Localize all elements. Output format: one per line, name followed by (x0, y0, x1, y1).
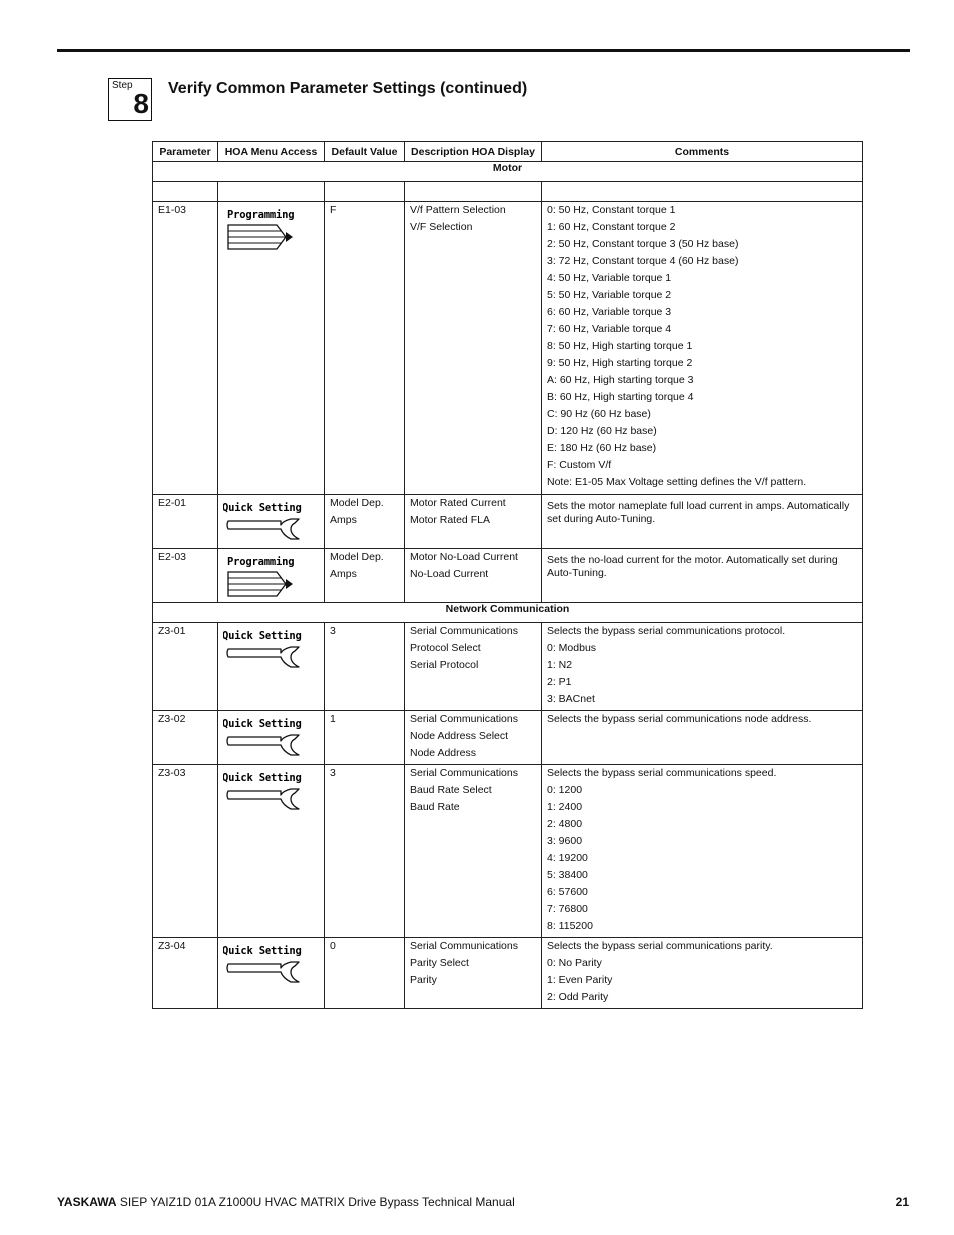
description-cell (405, 623, 542, 711)
description-line: Serial Communications (410, 767, 518, 779)
comment-line: D: 120 Hz (60 Hz base) (547, 425, 657, 437)
comment-line: 2: P1 (547, 676, 572, 688)
description-line: Serial Communications (410, 940, 518, 952)
description-cell (405, 938, 542, 1009)
param-code: Z3-03 (158, 767, 186, 779)
comment-line: 6: 57600 (547, 886, 588, 898)
comment-cell (542, 495, 863, 549)
description-line: V/F Selection (410, 221, 473, 233)
description-line: Baud Rate Select (410, 784, 492, 796)
comment-cell (542, 711, 863, 765)
comment-line: 3: 72 Hz, Constant torque 4 (60 Hz base) (547, 255, 739, 267)
description-line: Motor Rated Current (410, 497, 506, 509)
default-value-cell (325, 623, 405, 711)
table-row (153, 202, 863, 495)
comment-line: 1: 2400 (547, 801, 583, 813)
param-cell (153, 938, 218, 1009)
menu-access-cell (218, 549, 325, 603)
col-header-hoa-menu: HOA Menu Access (218, 142, 325, 162)
comment-line: 3: 9600 (547, 835, 583, 847)
comment-cell (542, 202, 863, 495)
description-line: Baud Rate (410, 801, 460, 813)
description-line: No-Load Current (410, 568, 489, 580)
table-row (153, 938, 863, 1009)
comment-line: 5: 38400 (547, 869, 588, 881)
table-row (153, 711, 863, 765)
default-value-line: 1 (330, 713, 336, 725)
description-line: Protocol Select (410, 642, 481, 654)
description-line: V/f Pattern Selection (410, 204, 506, 216)
menu-access-cell (218, 711, 325, 765)
param-code: Z3-02 (158, 713, 186, 725)
section-row-network (153, 603, 863, 623)
param-cell (153, 623, 218, 711)
description-line: Parity (410, 974, 437, 986)
comment-line: 8: 50 Hz, High starting torque 1 (547, 340, 693, 352)
default-value-line: 3 (330, 625, 336, 637)
param-code: E2-03 (158, 551, 187, 563)
default-value-line: 3 (330, 767, 336, 779)
description-line: Serial Communications (410, 625, 518, 637)
quick-setting-wrench-icon (223, 715, 305, 761)
default-value-line: 0 (330, 940, 336, 952)
param-code: Z3-01 (158, 625, 186, 637)
section-label: Motor (153, 162, 863, 182)
footer-brand: YASKAWA (57, 1195, 117, 1209)
comment-text: Sets the no-load current for the motor. Automatically set during Auto-Tuning. (547, 554, 838, 579)
menu-access-cell (218, 765, 325, 938)
comment-line: 8: 115200 (547, 920, 593, 932)
step-box (108, 78, 152, 121)
blank-row (153, 182, 863, 202)
comment-line: 0: 50 Hz, Constant torque 1 (547, 204, 676, 216)
comment-line: 2: Odd Parity (547, 991, 609, 1003)
param-code: E2-01 (158, 497, 187, 509)
description-cell (405, 549, 542, 603)
param-cell (153, 549, 218, 603)
parameter-table (152, 141, 863, 1009)
comment-cell (542, 765, 863, 938)
default-value-line: Model Dep. (330, 551, 384, 563)
col-header-description: Description HOA Display (405, 142, 542, 162)
param-cell (153, 495, 218, 549)
description-line: Motor Rated FLA (410, 514, 490, 526)
default-value-cell (325, 765, 405, 938)
default-value-line: Amps (330, 568, 357, 580)
menu-icon-label: Quick Setting (223, 945, 302, 957)
comment-line: 7: 60 Hz, Variable torque 4 (547, 323, 672, 335)
menu-icon-label: Programming (227, 556, 295, 568)
menu-access-cell (218, 623, 325, 711)
comment-line: 9: 50 Hz, High starting torque 2 (547, 357, 693, 369)
description-cell (405, 495, 542, 549)
param-code: E1-03 (158, 204, 187, 216)
table-header-row (153, 142, 863, 162)
step-label: Step (112, 80, 133, 91)
default-value-cell (325, 495, 405, 549)
comment-line: B: 60 Hz, High starting torque 4 (547, 391, 694, 403)
table-row (153, 623, 863, 711)
default-value-line: Model Dep. (330, 497, 384, 509)
description-cell (405, 765, 542, 938)
comment-line: 1: 60 Hz, Constant torque 2 (547, 221, 676, 233)
comment-line: Selects the bypass serial communications protocol. (547, 625, 786, 637)
default-value-cell (325, 549, 405, 603)
menu-access-cell (218, 938, 325, 1009)
param-code: Z3-04 (158, 940, 186, 952)
comment-line: 0: Modbus (547, 642, 597, 654)
comment-line: Selects the bypass serial communications speed. (547, 767, 777, 779)
menu-icon-label: Quick Setting (223, 502, 302, 514)
comment-line: 1: Even Parity (547, 974, 613, 986)
comment-line: E: 180 Hz (60 Hz base) (547, 442, 657, 454)
comment-line: Note: E1-05 Max Voltage setting defines the V/f pattern. (547, 476, 807, 488)
programming-menu-icon (223, 206, 305, 252)
comment-line: 2: 4800 (547, 818, 583, 830)
comment-line: 6: 60 Hz, Variable torque 3 (547, 306, 672, 318)
section-row-motor (153, 162, 863, 182)
quick-setting-wrench-icon (223, 627, 305, 673)
comment-line: Selects the bypass serial communications parity. (547, 940, 773, 952)
description-cell (405, 711, 542, 765)
default-value-line: Amps (330, 514, 357, 526)
quick-setting-wrench-icon (223, 499, 305, 545)
comment-cell (542, 623, 863, 711)
default-value-cell (325, 711, 405, 765)
comment-line: 0: No Parity (547, 957, 602, 969)
menu-access-cell (218, 202, 325, 495)
comment-line: 4: 19200 (547, 852, 588, 864)
description-line: Motor No-Load Current (410, 551, 518, 563)
description-line: Node Address (410, 747, 476, 759)
col-header-comments: Comments (542, 142, 863, 162)
footer-title: SIEP YAIZ1D 01A Z1000U HVAC MATRIX Drive Bypass Technical Manual (116, 1195, 515, 1209)
comment-cell (542, 549, 863, 603)
step-number: 8 (133, 88, 149, 119)
menu-icon-label: Programming (227, 209, 295, 221)
section-label: Network Communication (153, 603, 863, 623)
table-row (153, 549, 863, 603)
comment-line: F: Custom V/f (547, 459, 612, 471)
comment-line: Selects the bypass serial communications node address. (547, 713, 812, 725)
top-rule (57, 49, 910, 52)
description-line: Serial Communications (410, 713, 518, 725)
page-title: Verify Common Parameter Settings (continued) (168, 80, 528, 97)
table-row (153, 495, 863, 549)
comment-line: 2: 50 Hz, Constant torque 3 (50 Hz base) (547, 238, 739, 250)
param-cell (153, 765, 218, 938)
comment-line: 5: 50 Hz, Variable torque 2 (547, 289, 672, 301)
comment-line: 1: N2 (547, 659, 573, 671)
comment-text: Sets the motor nameplate full load current in amps. Automatically set during Auto-Tuning. (547, 500, 850, 525)
page-number: 21 (895, 1195, 909, 1209)
comment-line: 3: BACnet (547, 693, 595, 705)
col-header-default: Default Value (325, 142, 405, 162)
description-line: Serial Protocol (410, 659, 479, 671)
comment-line: 7: 76800 (547, 903, 588, 915)
default-value-line: F (330, 204, 337, 216)
menu-icon-label: Quick Setting (223, 630, 302, 642)
col-header-parameter: Parameter (153, 142, 218, 162)
default-value-cell (325, 938, 405, 1009)
table-row (153, 765, 863, 938)
footer (57, 1195, 515, 1209)
param-cell (153, 711, 218, 765)
comment-line: 0: 1200 (547, 784, 583, 796)
comment-line: A: 60 Hz, High starting torque 3 (547, 374, 694, 386)
description-line: Parity Select (410, 957, 469, 969)
comment-line: C: 90 Hz (60 Hz base) (547, 408, 651, 420)
programming-menu-icon (223, 553, 305, 599)
description-line: Node Address Select (410, 730, 509, 742)
comment-cell (542, 938, 863, 1009)
menu-icon-label: Quick Setting (223, 772, 302, 784)
comment-line: 4: 50 Hz, Variable torque 1 (547, 272, 672, 284)
default-value-cell (325, 202, 405, 495)
menu-icon-label: Quick Setting (223, 718, 302, 730)
quick-setting-wrench-icon (223, 942, 305, 988)
quick-setting-wrench-icon (223, 769, 305, 815)
param-cell (153, 202, 218, 495)
menu-access-cell (218, 495, 325, 549)
description-cell (405, 202, 542, 495)
